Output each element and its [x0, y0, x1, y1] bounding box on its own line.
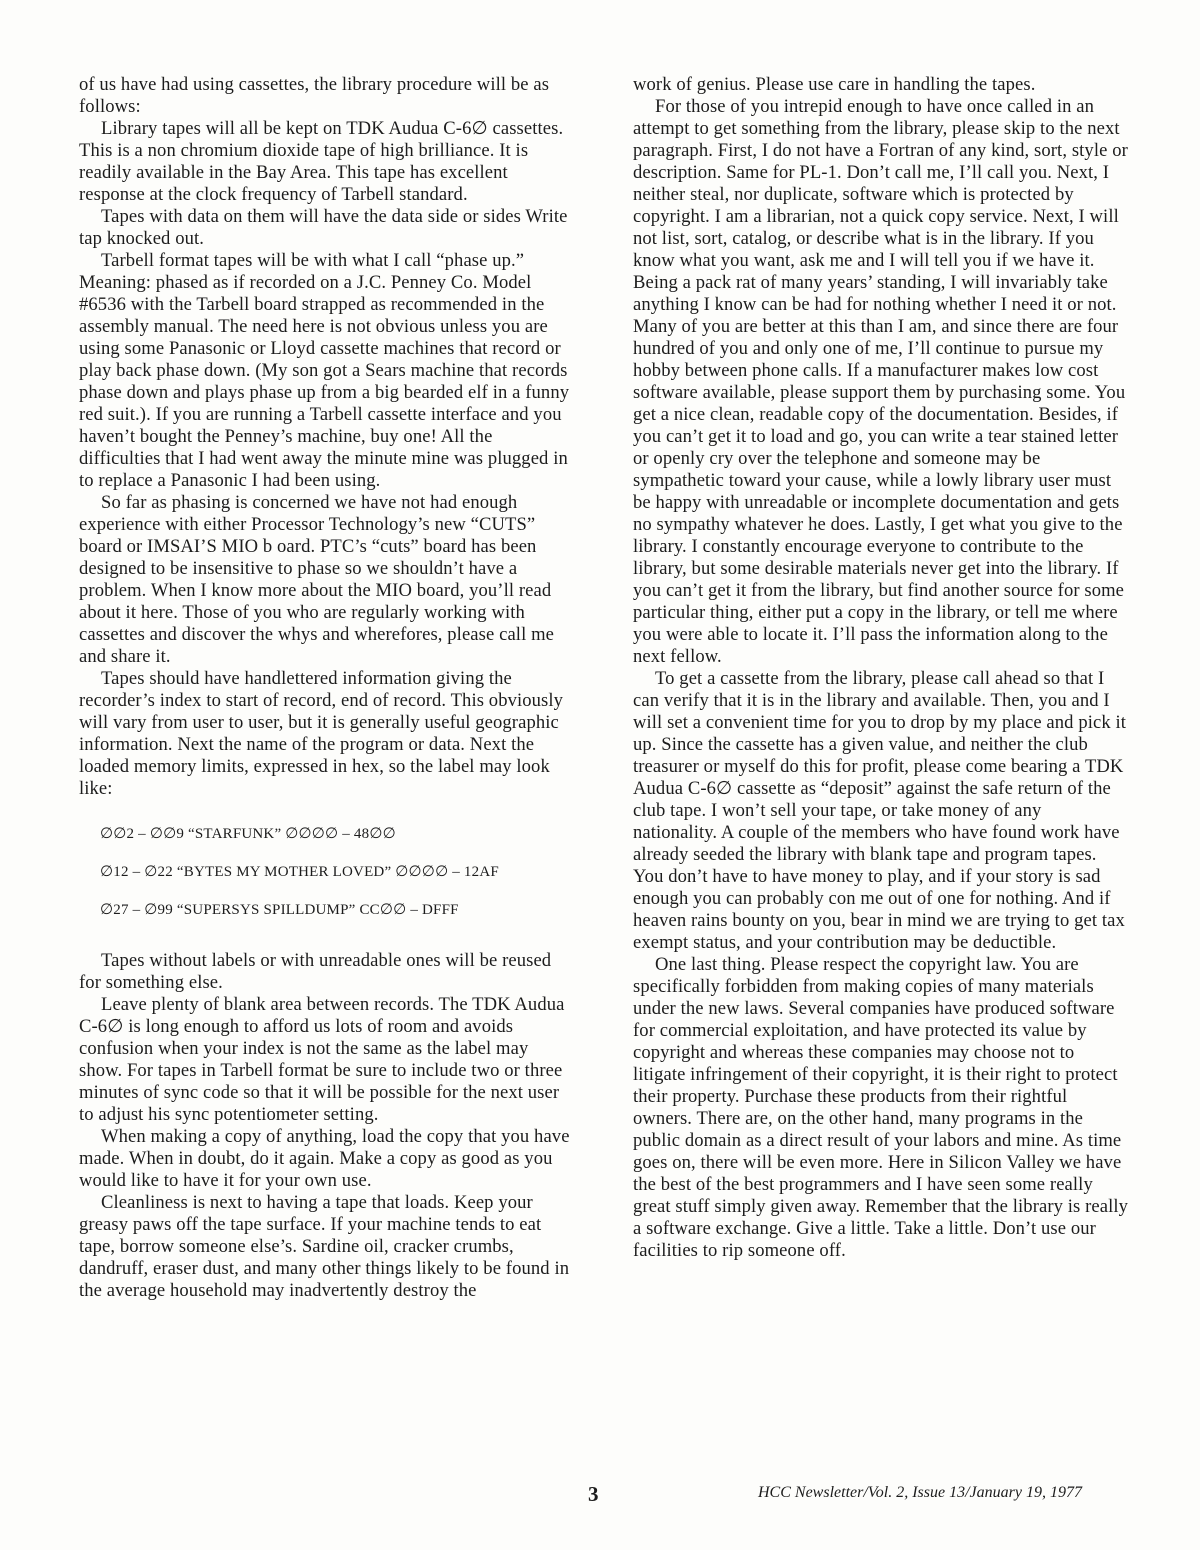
left-column	[79, 74, 575, 1302]
page-number: 3	[588, 1482, 599, 1506]
right-column	[633, 74, 1129, 1262]
paragraph: of us have had using cassettes, the library procedure will be as follows:	[79, 74, 550, 117]
paragraph: One last thing. Please respect the copyright law. You are specifically forbidden from making copies of many materials under the new laws. Several companies have produced software for commercial exploitation, and have protected its value by copyright and whereas these companies may choose not to litigate infringement of their copyright, it is their right to protect their property. Purchase these products from their rightful owners. There are, on the other hand, many programs in the public domain as a direct result of your labors and mine. As time goes on, there will be even more. Here in Silicon Valley we have the best of the best programmers and I have seen some really great stuff simply given away. Remember that the library is really a software exchange. Give a little. Take a little. Don’t use our facilities to rip someone off.	[633, 954, 1129, 1261]
paragraph: Tapes with data on them will have the data side or sides Write tap knocked out.	[79, 206, 568, 249]
paragraph: For those of you intrepid enough to have once called in an attempt to get something from the library, please skip to the next paragraph. First, I do not have a Fortran of any kind, sort, style or description. Same for PL-1. Don’t call me, I’ll call you. Next, I neither steal, nor duplicate, software which is protected by copyright. I am a librarian, not a quick copy service. Next, I will not list, sort, catalog, or describe what is in the library. If you know what you want, ask me and I will tell you if we have it. Being a pack rat of many years’ standing, I will invariably take anything I know can be had for nothing whether I need it or not. Many of you are better at this than I am, and since there are four hundred of you and only one of me, I’ll continue to pursue my hobby between phone calls. If a manufacturer makes low cost software available, please support them by purchasing some. You get a nice clean, readable copy of the documentation. Besides, if you can’t get it to load and go, you can write a tear stained letter or openly cry over the telephone and someone may be sympathetic toward your cause, while a lowly library user must be happy with unreadable or incomplete documentation and gets no sympathy whatever he does. Lastly, I get what you give to the library. I constantly encourage everyone to contribute to the library, but some desirable materials never get into the library. If you can’t get it from the library, but find another source for some particular thing, either put a copy in the library, or tell me where you were able to locate it. I’ll pass the information along to the next fellow.	[633, 96, 1128, 667]
tape-label-example: ∅12 – ∅22 “BYTES MY MOTHER LOVED” ∅∅∅∅ – 12AF	[100, 864, 499, 880]
tape-label-example: ∅∅2 – ∅∅9 “STARFUNK” ∅∅∅∅ – 48∅∅	[100, 826, 396, 842]
paragraph: Tapes without labels or with unreadable ones will be reused for something else.	[79, 950, 552, 993]
paragraph: Tarbell format tapes will be with what I call “phase up.” Meaning: phased as if recorded on a J.C. Penney Co. Model #6536 with the Tarbell board strapped as recommended in the assembly manual. The need here is not obvious unless you are using some Panasonic or Lloyd cassette machines that record or play back phase down. (My son got a Sears machine that records phase down and plays phase up from a big bearded elf in a funny red suit.). If you are running a Tarbell cassette interface and you haven’t bought the Penney’s machine, buy one! All the difficulties that I had went away the minute mine was plugged in to replace a Panasonic I had been using.	[79, 250, 570, 491]
tape-label-examples	[79, 825, 575, 919]
paragraph: Leave plenty of blank area between records. The TDK Audua C-6∅ is long enough to afford us lots of room and avoids confusion when your index is not the same as the label may show. For tapes in Tarbell format be sure to include two or three minutes of sync code so that it will be possible for the next user to adjust his sync potentiometer setting.	[79, 994, 565, 1125]
footer-masthead: HCC Newsletter/Vol. 2, Issue 13/January 19, 1977	[758, 1484, 1082, 1501]
tape-label-example: ∅27 – ∅99 “SUPERSYS SPILLDUMP” CC∅∅ – DFFF	[100, 902, 459, 918]
paragraph: To get a cassette from the library, please call ahead so that I can verify that it is in the library and available. Then, you and I will set a convenient time for you to drop by my place and pick it up. Since the cassette has a given value, and neither the club treasurer or myself do this for profit, please come bearing a TDK Audua C-6∅ cassette as “deposit” against the safe return of the club tape. I won’t sell your tape, or take money of any nationality. A couple of the members who have found work have already seeded the library with blank tape and program tapes. You don’t have to have money to play, and if your story is sad enough you can probably con me out of one for nothing. And if heaven rains bounty on you, bear in mind we are trying to get tax exempt status, and your contribution may be deductible.	[633, 668, 1127, 953]
paragraph: So far as phasing is concerned we have not had enough experience with either Processor Technology’s new “CUTS” board or IMSAI’S MIO b oard. PTC’s “cuts” board has been designed to be insensitive to phase so we shouldn’t have a problem. When I know more about the MIO board, you’ll read about it here. Those of you who are regularly working with cassettes and discover the whys and wherefores, please call me and share it.	[79, 492, 554, 667]
paragraph: When making a copy of anything, load the copy that you have made. When in doubt, do it again. Make a copy as good as you would like to have it for your own use.	[79, 1126, 570, 1191]
paragraph: Cleanliness is next to having a tape that loads. Keep your greasy paws off the tape surface. If your machine tends to eat tape, borrow someone else’s. Sardine oil, cracker crumbs, dandruff, eraser dust, and many other things likely to be found in the average household may inadvertently destroy the	[79, 1192, 570, 1301]
paragraph: Tapes should have handlettered information giving the recorder’s index to start of record, end of record. This obviously will vary from user to user, but it is generally useful geographic information. Next the name of the program or data. Next the loaded memory limits, expressed in hex, so the label may look like:	[79, 668, 564, 799]
paragraph: work of genius. Please use care in handling the tapes.	[633, 74, 1036, 95]
paragraph: Library tapes will all be kept on TDK Audua C-6∅ cassettes. This is a non chromium dioxide tape of high brilliance. It is readily available in the Bay Area. This tape has excellent response at the clock frequency of Tarbell standard.	[79, 118, 564, 205]
